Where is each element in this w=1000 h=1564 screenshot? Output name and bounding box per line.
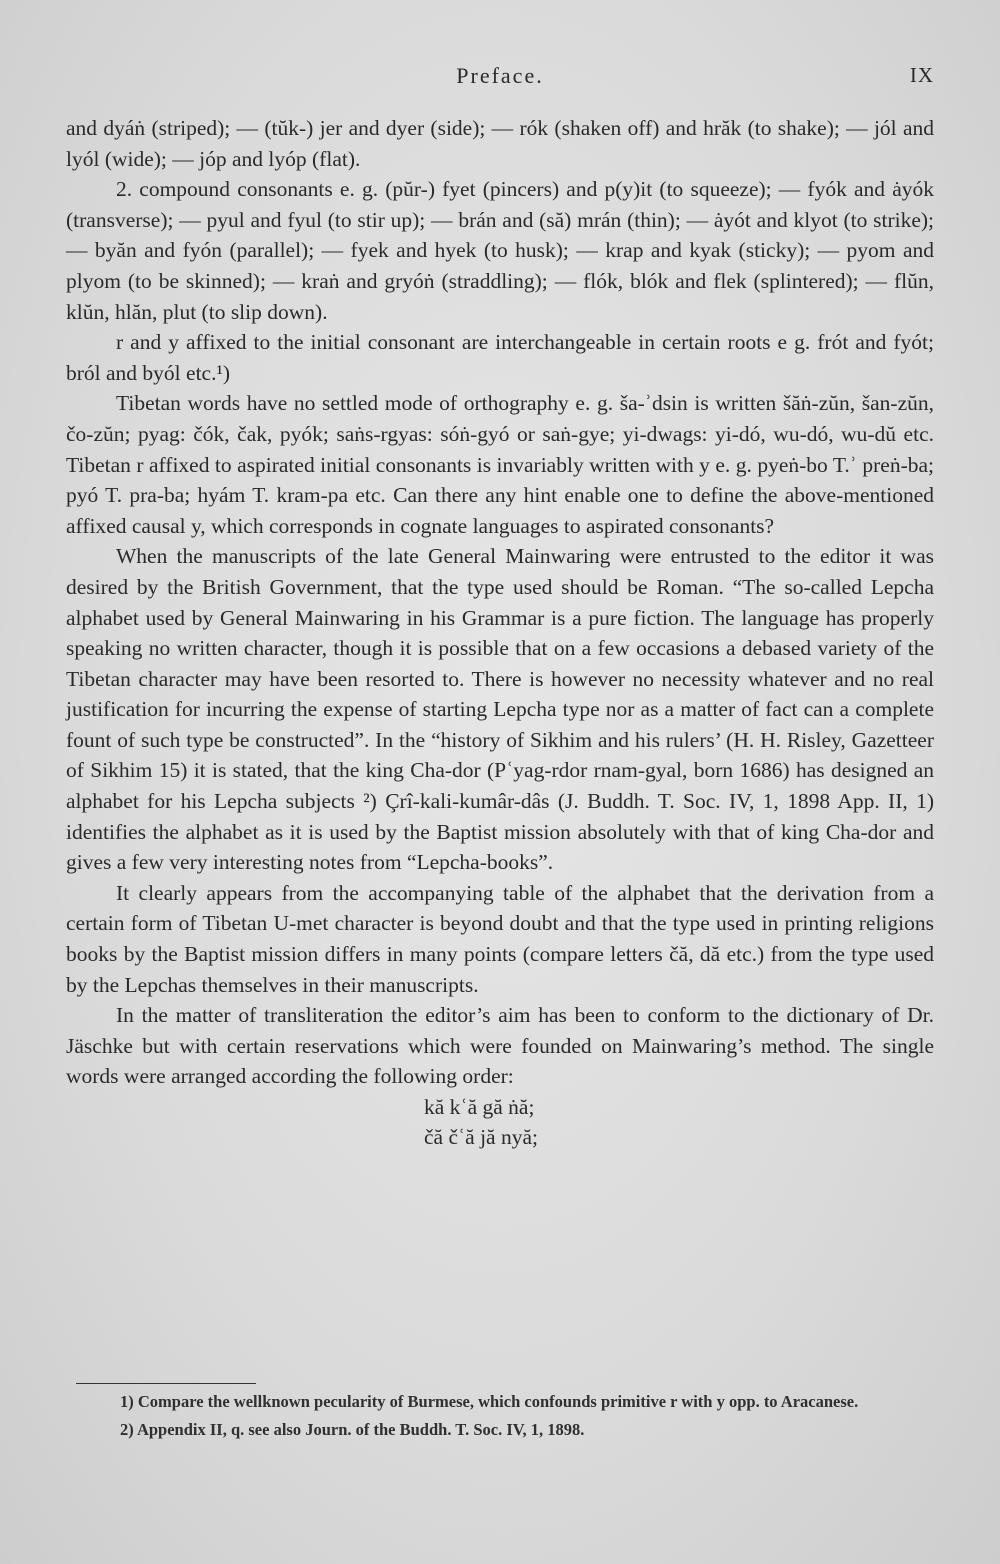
page-title: Preface. [456,63,544,88]
footnotes [76,1388,936,1444]
order-line: kă kʿă gă ṅă; [424,1095,535,1119]
paragraph: r and y affixed to the initial consonant are interchangeable in certain roots e g. frót and fyót; bról and byól etc.¹) [66,330,934,385]
paragraph: and dyáṅ (striped); — (tŭk-) jer and dyer (side); — rók (shaken off) and hrăk (to shake); — jól and lyól (wide); — jóp and lyóp (flat). [66,116,934,171]
paragraph: Tibetan words have no settled mode of orthography e. g. ša-ʾdsin is written šăṅ-zŭn, šan-zŭn, čo-zŭn; pyag: čók, čak, pyók; saṅs-rgyas: sóṅ-gyó or saṅ-gye; yi-dwags: yi-dó, wu-dó, wu-dŭ etc. Tibetan r affixed to aspirated initial consonants is invariably written with y e. g. pyeṅ-bo T.ʾ preṅ-ba; pyó T. pra-ba; hyám T. kram-pa etc. Can there any hint enable one to define the above-mentioned affixed causal y, which corresponds in cognate languages to aspirated consonants? [66,391,934,538]
running-header [0,63,1000,93]
paragraph: In the matter of transliteration the editor’s aim has been to conform to the dictionary of Dr. Jäschke but with certain reservations which were founded on Mainwaring’s method. The single words were arranged according the following order: [66,1003,934,1089]
paragraph: 2. compound consonants e. g. (pŭr-) fyet (pincers) and p(y)it (to squeeze); — fyók and ȧyók (transverse); — pyul and fyul (to stir up); — brán and (să) mrán (thin); — ȧyót and klyot (to strike); — byăn and fyón (parallel); — fyek and hyek (to husk); — krap and kyak (sticky); — pyom and plyom (to be skinned); — kraṅ and gryóṅ (straddling); — flók, blók and flek (splintered); — flŭn, klŭn, hlăn, plut (to slip down). [66,177,934,324]
paragraph: It clearly appears from the accompanying table of the alphabet that the derivation from a certain form of Tibetan U-met character is beyond doubt and that the type used in printing religions books by the Baptist mission differs in many points (compare letters čă, dă etc.) from the type used by the Lepchas themselves in their manuscripts. [66,880,934,997]
body-text [66,113,934,1152]
footnote: 2) Appendix II, q. see also Journ. of the Buddh. T. Soc. IV, 1, 1898. [120,1420,585,1439]
footnote: 1) Compare the wellknown pecularity of Burmese, which confounds primitive r with y opp. to Aracanese. [120,1392,859,1411]
page-number: IX [909,63,934,87]
order-line: čă čʿă jă nyă; [424,1125,538,1149]
footnote-divider [76,1383,256,1384]
paragraph: When the manuscripts of the late General Mainwaring were entrusted to the editor it was desired by the British Government, that the type used should be Roman. “The so-called Lepcha alphabet used by General Mainwaring in his Grammar is a pure fiction. The language has properly speaking no written character, though it is possible that on a few occasions a debased variety of the Tibetan character may have been resorted to. There is however no necessity whatever and no real justification for incurring the expense of starting Lepcha type nor as a matter of fact can a complete fount of such type be constructed”. In the “history of Sikhim and his rulers’ (H. H. Risley, Gazetteer of Sikhim 15) it is stated, that the king Cha-dor (Pʿyag-rdor rnam-gyal, born 1686) has designed an alphabet for his Lepcha subjects ²) Çrî-kali-kumâr-dâs (J. Buddh. T. Soc. IV, 1, 1898 App. II, 1) identifies the alphabet as it is used by the Baptist mission absolutely with that of king Cha-dor and gives a few very interesting notes from “Lepcha-books”. [66,544,934,875]
alphabet-order [66,1092,934,1152]
